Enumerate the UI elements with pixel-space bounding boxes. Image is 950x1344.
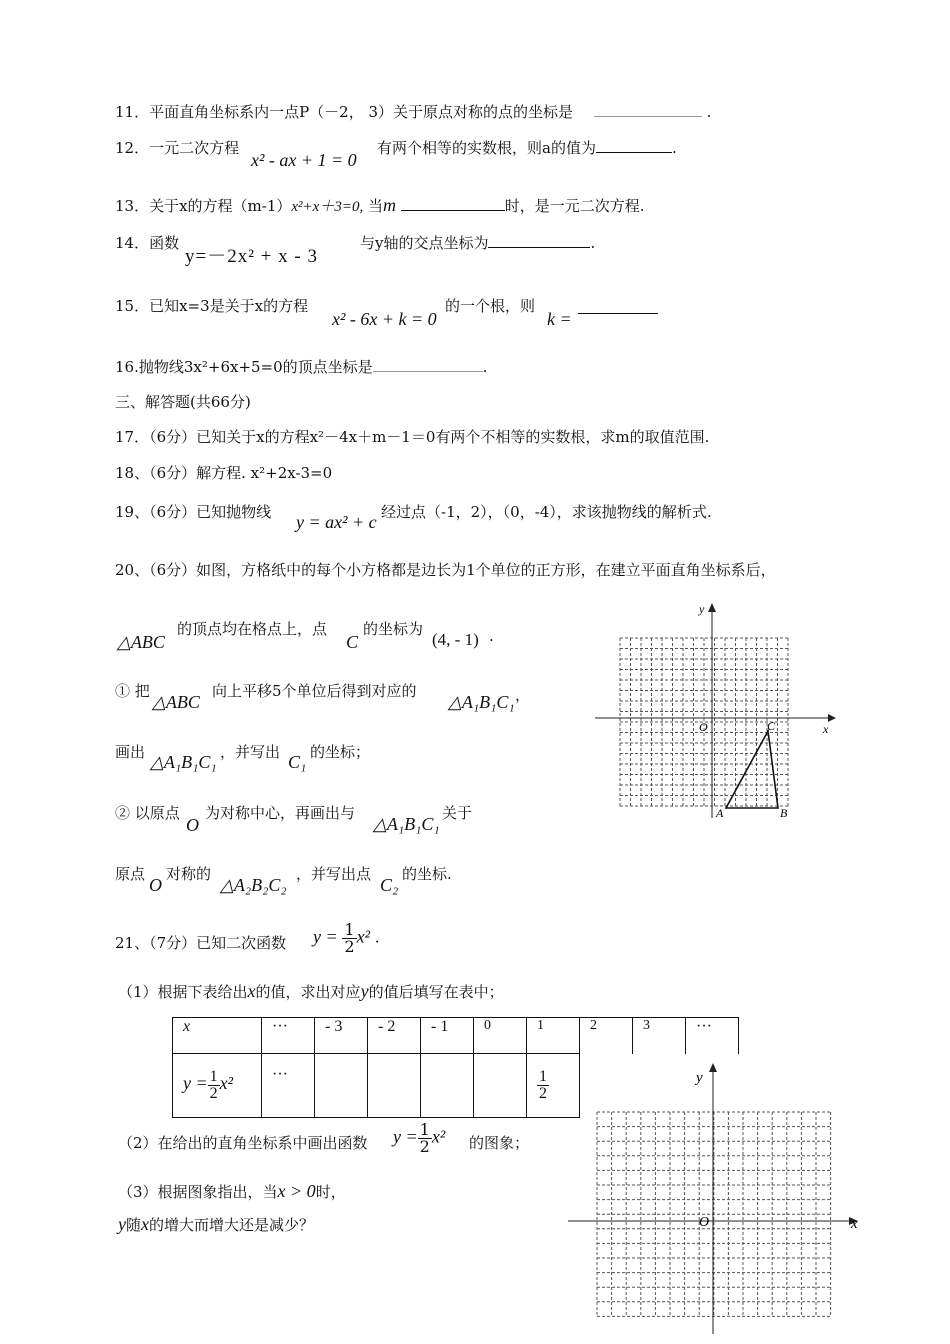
question-19	[115, 502, 271, 522]
graph-2-coordinate-grid	[565, 1060, 865, 1338]
graph2-origin: O	[699, 1215, 710, 1230]
q21-end1: .	[374, 928, 380, 947]
table-cell: ···	[262, 1018, 315, 1054]
q20-p3-tri1: △A₁B₁C₁	[373, 814, 440, 834]
q21-fn-den: 2	[344, 937, 355, 956]
q16-text: 16.抛物线3x²+6x+5=0的顶点坐标是	[115, 358, 373, 376]
graph1-point-c: C	[767, 719, 776, 733]
graph-1-coordinate-grid	[590, 598, 840, 823]
question-11	[115, 102, 711, 122]
table-row-x	[173, 1018, 739, 1054]
q21-p4-x: x	[141, 1214, 150, 1234]
q20-c: C	[346, 632, 359, 652]
section-3-title: 三、解答题(共66分)	[115, 393, 251, 411]
q14-equation: y=－2x² + x - 3	[185, 246, 318, 267]
q12-post: 有两个相等的实数根，则a的值为	[377, 139, 596, 157]
q12-pre: 12．一元二次方程	[115, 139, 240, 157]
q13-mid: 当	[367, 197, 383, 215]
q19-pre: 19、（6分）已知抛物线	[115, 503, 272, 521]
q21-p4b: 的增大而增大还是减少？	[149, 1216, 315, 1234]
q21-p1-y: y	[360, 981, 369, 1001]
table-cell: ···	[262, 1054, 315, 1118]
table-cell: 3	[633, 1018, 686, 1054]
graph1-point-b: B	[780, 806, 788, 820]
q21-p2-y: y =	[393, 1126, 418, 1147]
table-cell: 1	[527, 1018, 580, 1054]
table-cell: - 1	[421, 1018, 474, 1054]
q16-blank	[373, 357, 483, 372]
q21-p1-x: x	[247, 981, 256, 1001]
q15-k: k =	[547, 309, 572, 329]
q21-part1	[118, 981, 504, 1002]
question-15	[115, 296, 308, 316]
q13-equation: x²+x＋3=0,	[291, 199, 364, 215]
q20-c2: C₂	[380, 875, 399, 895]
q19-equation: y = ax² + c	[296, 512, 377, 532]
graph2-y-label: y	[696, 1070, 703, 1086]
q15-blank	[578, 313, 658, 314]
q21-fn-x: x²	[356, 926, 370, 947]
q21-part2	[118, 1133, 368, 1153]
table-cell	[368, 1054, 421, 1118]
table-x-head: x	[173, 1018, 262, 1054]
q20-p4b: 对称的	[166, 865, 212, 883]
q21-fn-y: y =	[313, 926, 338, 947]
table-half-num: 1	[539, 1068, 547, 1085]
q20-l2a: 的顶点均在格点上，点	[177, 620, 328, 638]
q14-post-line	[360, 233, 595, 253]
q21-p1c: 的值后填写在表中；	[368, 983, 504, 1001]
table-y-head-x: x²	[219, 1073, 234, 1094]
q20-l2b: 的坐标为	[363, 620, 424, 638]
table-cell: 0	[474, 1018, 527, 1054]
graph1-x-label: x	[823, 722, 829, 736]
q21-p4a: 随	[126, 1216, 142, 1234]
graph2-y-arrow	[709, 1063, 717, 1072]
q13-post: 时，是一元二次方程.	[504, 197, 645, 215]
q14-post: 与y轴的交点坐标为	[360, 234, 489, 252]
q20-triangle-abc: △ABC	[117, 632, 165, 652]
q21-fraction	[342, 922, 356, 955]
q21-part4	[118, 1214, 314, 1235]
q21-p2: （2）在给出的直角坐标系中画出函数	[118, 1134, 368, 1152]
q21-function	[313, 922, 380, 955]
table-cell: 2	[580, 1018, 633, 1054]
q20-p1b: 向上平移5个单位后得到对应的	[212, 682, 417, 700]
q21-line1: 21、（7分）已知二次函数	[115, 934, 287, 952]
q20-p2b: ，并写出	[220, 743, 281, 761]
q21-p3b: 时，	[315, 1183, 346, 1201]
q19-post: 经过点（-1，2），（0，-4），求该抛物线的解析式.	[381, 503, 712, 521]
question-17: 17．（6分）已知关于x的方程x²－4x＋m－1＝0有两个不相等的实数根，求m的取值范围.	[115, 428, 710, 446]
q21-p4-y: y	[118, 1214, 126, 1234]
q20-p4d: 的坐标.	[402, 865, 452, 883]
question-16	[115, 357, 487, 377]
q21-p1: （1）根据下表给出	[118, 983, 248, 1001]
table-cell	[315, 1054, 368, 1118]
question-12	[115, 138, 239, 158]
question-14	[115, 233, 179, 253]
q21-p2-frac	[418, 1122, 432, 1155]
q21-p1b: 的值，求出对应	[255, 983, 361, 1001]
q20-p2a: 画出	[115, 743, 146, 761]
question-20-line1: 20、（6分）如图，方格纸中的每个小方格都是边长为1个单位的正方形，在建立平面直角坐标系后，	[115, 561, 776, 579]
q15-post-line	[445, 296, 535, 316]
q20-p4c: ，并写出点	[296, 865, 372, 883]
q21-part2-fn	[393, 1122, 445, 1155]
q20-coord: (4, - 1)	[432, 630, 479, 649]
q20-tri2: △A₂B₂C₂	[220, 875, 287, 895]
q20-p1a: ① 把	[115, 682, 150, 700]
q20-p1-comma: ，	[515, 686, 531, 704]
q14-blank	[488, 233, 590, 248]
q11-text: 11．平面直角坐标系内一点P（－2， 3）关于原点对称的点的坐标是	[115, 103, 574, 121]
graph1-x-arrow	[828, 714, 836, 722]
q20-o: O	[186, 815, 199, 835]
q21-p2-x: x²	[431, 1126, 446, 1147]
q12-blank	[596, 138, 672, 153]
table-y-head-num: 1	[209, 1068, 218, 1085]
graph2-x-label: x	[851, 1216, 858, 1232]
q21-p2-num: 1	[419, 1120, 430, 1139]
q20-p4a: 原点	[115, 865, 146, 883]
graph1-y-arrow	[708, 603, 716, 612]
graph1-origin: O	[699, 720, 708, 734]
q12-equation: x² - ax + 1 = 0	[251, 150, 357, 170]
question-18: 18、（6分）解方程. x²+2x-3=0	[115, 464, 333, 482]
q14-end: .	[590, 234, 596, 252]
table-y-head-den: 2	[209, 1085, 218, 1102]
table-y-head-label: y =	[183, 1073, 208, 1094]
q16-end: .	[482, 358, 488, 376]
q11-end: .	[706, 103, 712, 121]
table-y-head-frac	[208, 1069, 220, 1102]
table-half-den: 2	[539, 1085, 547, 1102]
table-cell: ···	[686, 1018, 739, 1054]
q13-pre: 13．关于x的方程（m-1）	[115, 197, 292, 215]
table-cell	[421, 1054, 474, 1118]
q12-end: .	[671, 139, 677, 157]
table-cell	[474, 1054, 527, 1118]
q15-pre: 15．已知x=3是关于x的方程	[115, 297, 309, 315]
q21-p3: （3）根据图象指出，当	[118, 1183, 278, 1201]
q13-var: m	[383, 195, 396, 215]
table-cell: - 3	[315, 1018, 368, 1054]
q15-equation: x² - 6x + k = 0	[332, 309, 437, 329]
q15-post: 的一个根，则	[445, 297, 536, 315]
q21-part2b: 的图象；	[469, 1134, 530, 1152]
q20-dot: .	[489, 627, 494, 645]
q20-p1-tri1: △A₁B₁C₁	[448, 692, 515, 712]
q13-blank	[401, 196, 505, 211]
q20-p3a: ② 以原点	[115, 804, 180, 822]
q21-fn-num: 1	[344, 920, 355, 939]
q20-p3c: 关于	[442, 804, 473, 822]
q21-part3	[118, 1181, 346, 1202]
q21-p2-den: 2	[419, 1137, 430, 1156]
table-cell: - 2	[368, 1018, 421, 1054]
q21-p3-cond: x > 0	[277, 1181, 316, 1201]
q20-c1: C₁	[288, 752, 307, 772]
q20-p2-tri1: △A₁B₁C₁	[150, 752, 217, 772]
table-half-frac	[537, 1069, 549, 1102]
q19-post-line	[381, 502, 712, 522]
question-13	[115, 195, 645, 217]
q20-p2c: 的坐标；	[310, 743, 371, 761]
table-y-head	[173, 1054, 262, 1118]
q20-p4-o: O	[149, 875, 162, 895]
q11-blank	[594, 102, 702, 117]
graph1-y-label: y	[699, 602, 705, 616]
q20-p1-tri: △ABC	[152, 692, 200, 712]
q14-pre: 14．函数	[115, 234, 180, 252]
q12-post-line	[377, 138, 677, 158]
q20-p3b: 为对称中心，再画出与	[205, 804, 356, 822]
graph1-point-a: A	[716, 806, 724, 820]
